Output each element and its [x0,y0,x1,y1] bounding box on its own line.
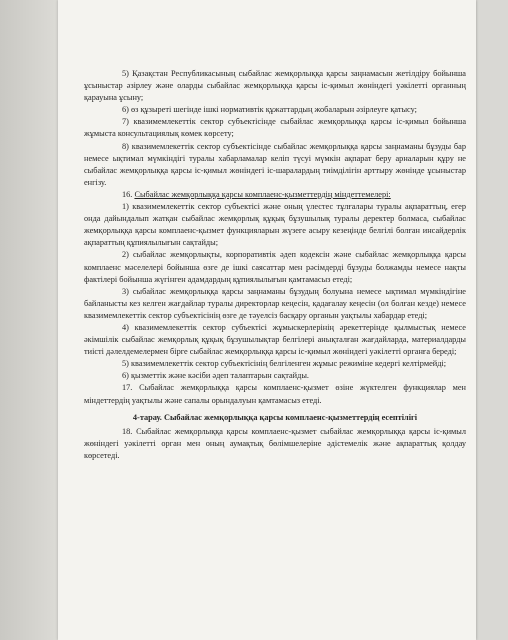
clause-16-title: Сыбайлас жемқорлыққа қарсы комплаенс-қызметтердің міндеттемелері: [134,189,391,199]
paragraph-item-8: 8) квазимемлекеттік сектор субъектісінде сыбайлас жемқорлыққа қарсы заңнаманы бұзуды бар немесе ықтимал мүмкіндігі туралы хабарламалар келіп түсуі мүмкін ақпарат беру арналарын құру не сыбайлас жемқорлыққа қарсы іс-қимыл жөніндегі іс-шаралардың тиімділігін арттыру жөнінде ұсыныстар енгізу. [84,141,466,187]
clause-17: 17. Сыбайлас жемқорлыққа қарсы комплаенс-қызмет өзіне жүктелген функциялар мен міндеттердің уақтылы және сапалы орындалуын қамтамасыз етеді. [84,383,466,405]
clause-16-item-3: 3) сыбайлас жемқорлыққа қарсы заңнаманы бұзудың болуына немесе ықтимал мүмкіндігіне байланысты кез келген жағдайлар туралы директорлар кеңесін, қадағалау кеңесін (ол болған кезде) немесе квазимемлекеттік сектор субъектісінің өзге де тәуелсіз басқару органын уақтылы хабардар етеді; [84,286,466,320]
paragraph-item-6: 6) өз құзыреті шегінде ішкі нормативтік құжаттардың жобаларын әзірлеуге қатысу; [122,105,417,115]
clause-16-number: 16. [122,189,133,199]
paragraph-item-5: 5) Қазақстан Республикасының сыбайлас жемқорлыққа қарсы заңнамасын жетілдіру бойынша ұсыныстар әзірлеу және оларды сыбайлас жемқорлыққа қарсы іс-қимыл жөніндегі уәкілетті органның қарауына ұсыну; [84,69,466,103]
scan-background [0,0,58,640]
paragraph-item-7: 7) квазимемлекеттік сектор субъектісінде сыбайлас жемқорлыққа қарсы іс-қимыл бойынша жұмыста консультациялық көмек көрсету; [84,117,466,139]
clause-16-item-1: 1) квазимемлекеттік сектор субъектісі және оның үлестес тұлғалары туралы ақпараттың, егер онда дайындалып жатқан сыбайлас жемқорлық құқық бұзушылық туралы деректер болмаса, сыбайлас жемқорлыққа қарсы комплаенс-қызмет функцияларын жүзеге асыру кезеңінде белгілі болған инсайдерлік ақпараттың құпиялылығын сақтайды; [84,202,466,248]
clause-16-item-5: 5) квазимемлекеттік сектор субъектісінің белгіленген жұмыс режиміне кедергі келтірмейді; [122,359,447,369]
clause-16-item-2: 2) сыбайлас жемқорлықты, корпоративтік әдеп кодексін және сыбайлас жемқорлыққа қарсы комплаенс мәселелері бойынша өзге де ішкі саясаттар мен рәсімдерді бұзуды болжамды немесе нақты фактілері бойынша жүгінген адамдардың құпиялылығын қамтамасыз етеді; [84,250,466,284]
document-page [58,0,476,640]
clause-16-item-4: 4) квазимемлекеттік сектор субъектісі жұмыскерлерінің әрекеттерінде қылмыстық немесе әкімшілік сыбайлас жемқорлық құқық бұзушылықтар белгілері анықталған жағдайларда, материалдарды тиісті дәлелдемелермен бірге сыбайлас жемқорлыққа қарсы іс-қимыл жөніндегі уәкілетті органға береді; [84,322,466,357]
chapter-4-title: 4-тарау. Сыбайлас жемқорлыққа қарсы комплаенс-қызметтердің есептілігі [132,412,418,422]
document-body [84,68,466,462]
clause-16-heading [84,189,466,201]
clause-16-item-6: 6) қызметтік және кәсіби әдеп талаптарын сақтайды. [122,371,309,381]
clause-18: 18. Сыбайлас жемқорлыққа қарсы комплаенс-қызмет сыбайлас жемқорлыққа қарсы іс-қимыл жөніндегі уәкілетті орган мен оның аумақтық бөлімшелеріне әдістемелік және ақпараттық қолдау көрсетеді. [84,426,466,460]
